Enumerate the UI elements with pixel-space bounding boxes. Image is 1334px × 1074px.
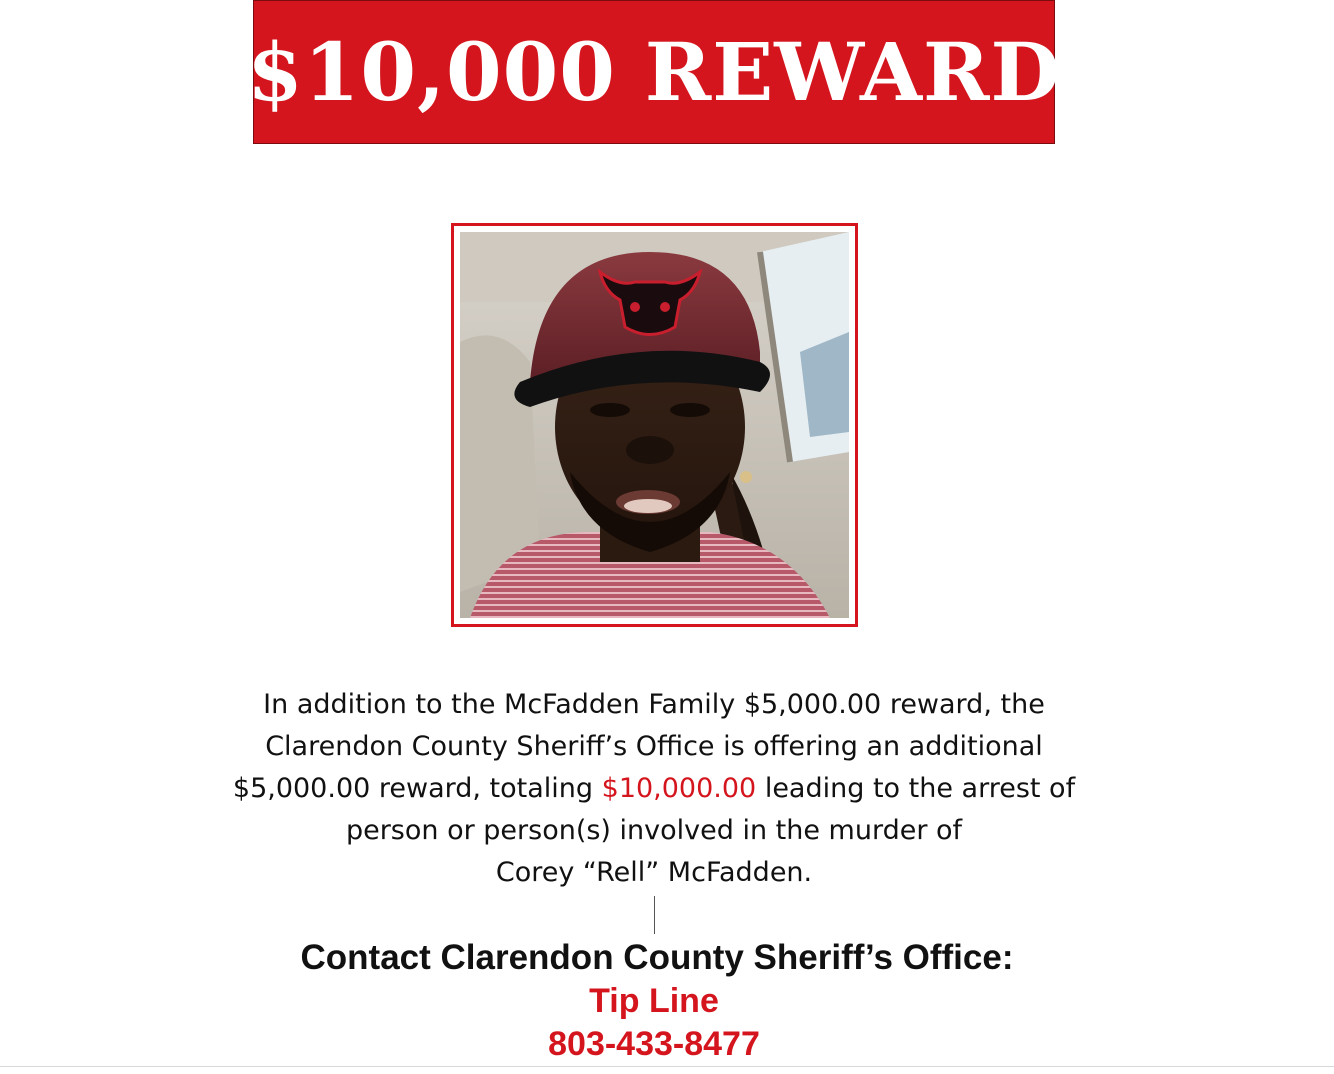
description-line-3 <box>180 768 1128 810</box>
description-line-2: Clarendon County Sheriff’s Office is offering an additional <box>265 731 1043 762</box>
description-line-3-start: $5,000.00 reward, totaling <box>232 773 602 804</box>
page-bottom-border <box>0 1066 1334 1067</box>
description-line-3-end: leading to the arrest of <box>756 773 1076 804</box>
tip-line-phone: 803-433-8477 <box>548 1025 760 1063</box>
tip-line-label: Tip Line <box>589 982 719 1020</box>
victim-portrait-image <box>460 232 849 618</box>
contact-heading: Contact Clarendon County Sheriff’s Office: <box>300 938 1014 977</box>
reward-banner-title: $10,000 REWARD <box>247 25 1061 119</box>
total-reward-amount: $10,000.00 <box>601 773 757 804</box>
photo-frame <box>451 223 858 627</box>
victim-name: Corey “Rell” McFadden. <box>495 857 813 888</box>
divider-line <box>654 896 655 934</box>
reward-banner <box>247 0 1061 144</box>
reward-description <box>180 684 1128 894</box>
victim-photo <box>460 232 849 618</box>
description-line-4: person or person(s) involved in the murder of <box>345 815 963 846</box>
description-line-1: In addition to the McFadden Family $5,000.00 reward, the <box>263 689 1045 720</box>
